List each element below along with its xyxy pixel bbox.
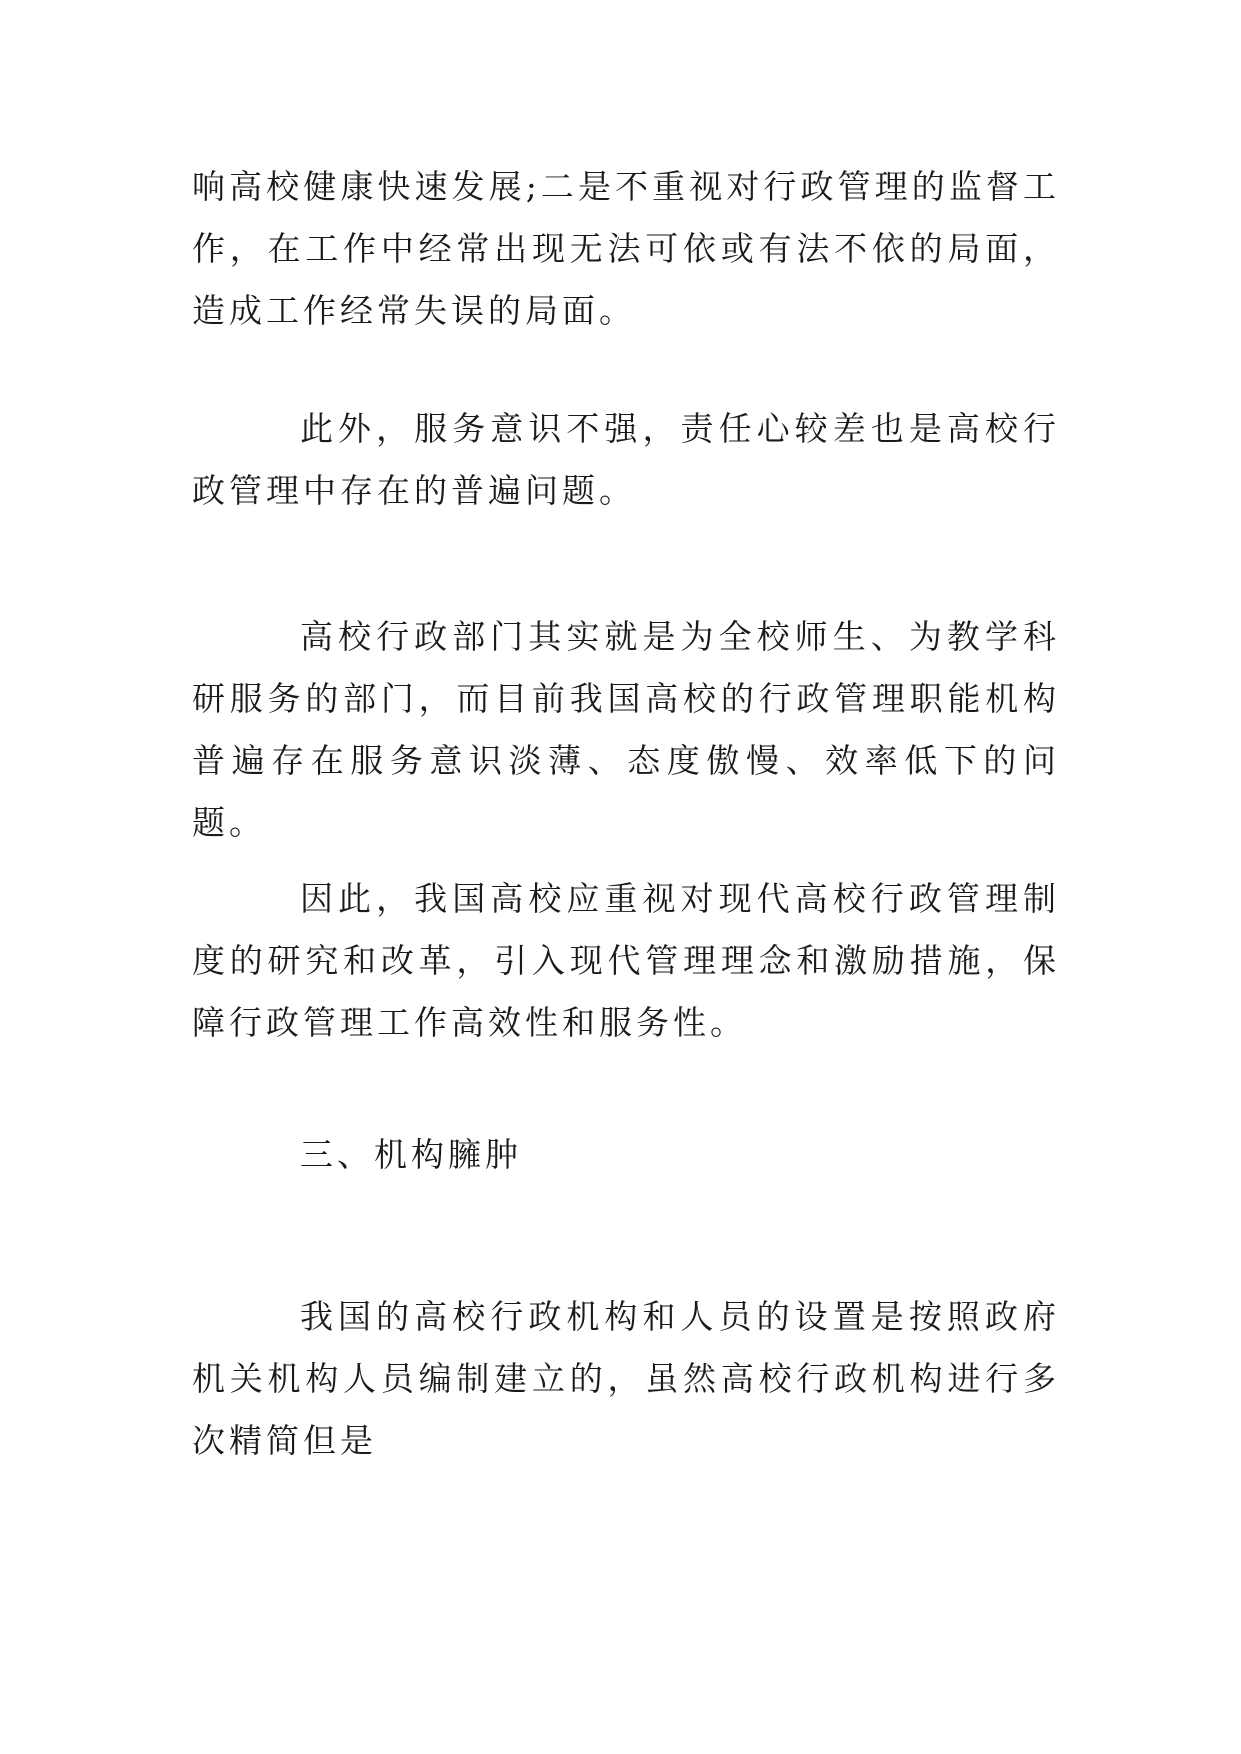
section-heading: 三、机构臃肿 <box>300 1135 522 1174</box>
paragraph-staffing: 我国的高校行政机构和人员的设置是按照政府机关机构人员编制建立的，虽然高校行政机构进行多次精简但是 <box>192 1297 1060 1460</box>
paragraph-reform: 因此，我国高校应重视对现代高校行政管理制度的研究和改革，引入现代管理理念和激励措施，保障行政管理工作高效性和服务性。 <box>192 879 1060 1042</box>
paragraph-service-awareness: 此外，服务意识不强，责任心较差也是高校行政管理中存在的普遍问题。 <box>192 409 1060 510</box>
paragraph-admin-departments: 高校行政部门其实就是为全校师生、为教学科研服务的部门，而目前我国高校的行政管理职能机构普遍存在服务意识淡薄、态度傲慢、效率低下的问题。 <box>192 617 1060 842</box>
paragraph-continuation: 响高校健康快速发展;二是不重视对行政管理的监督工作，在工作中经常出现无法可依或有法不依的局面，造成工作经常失误的局面。 <box>192 167 1060 330</box>
